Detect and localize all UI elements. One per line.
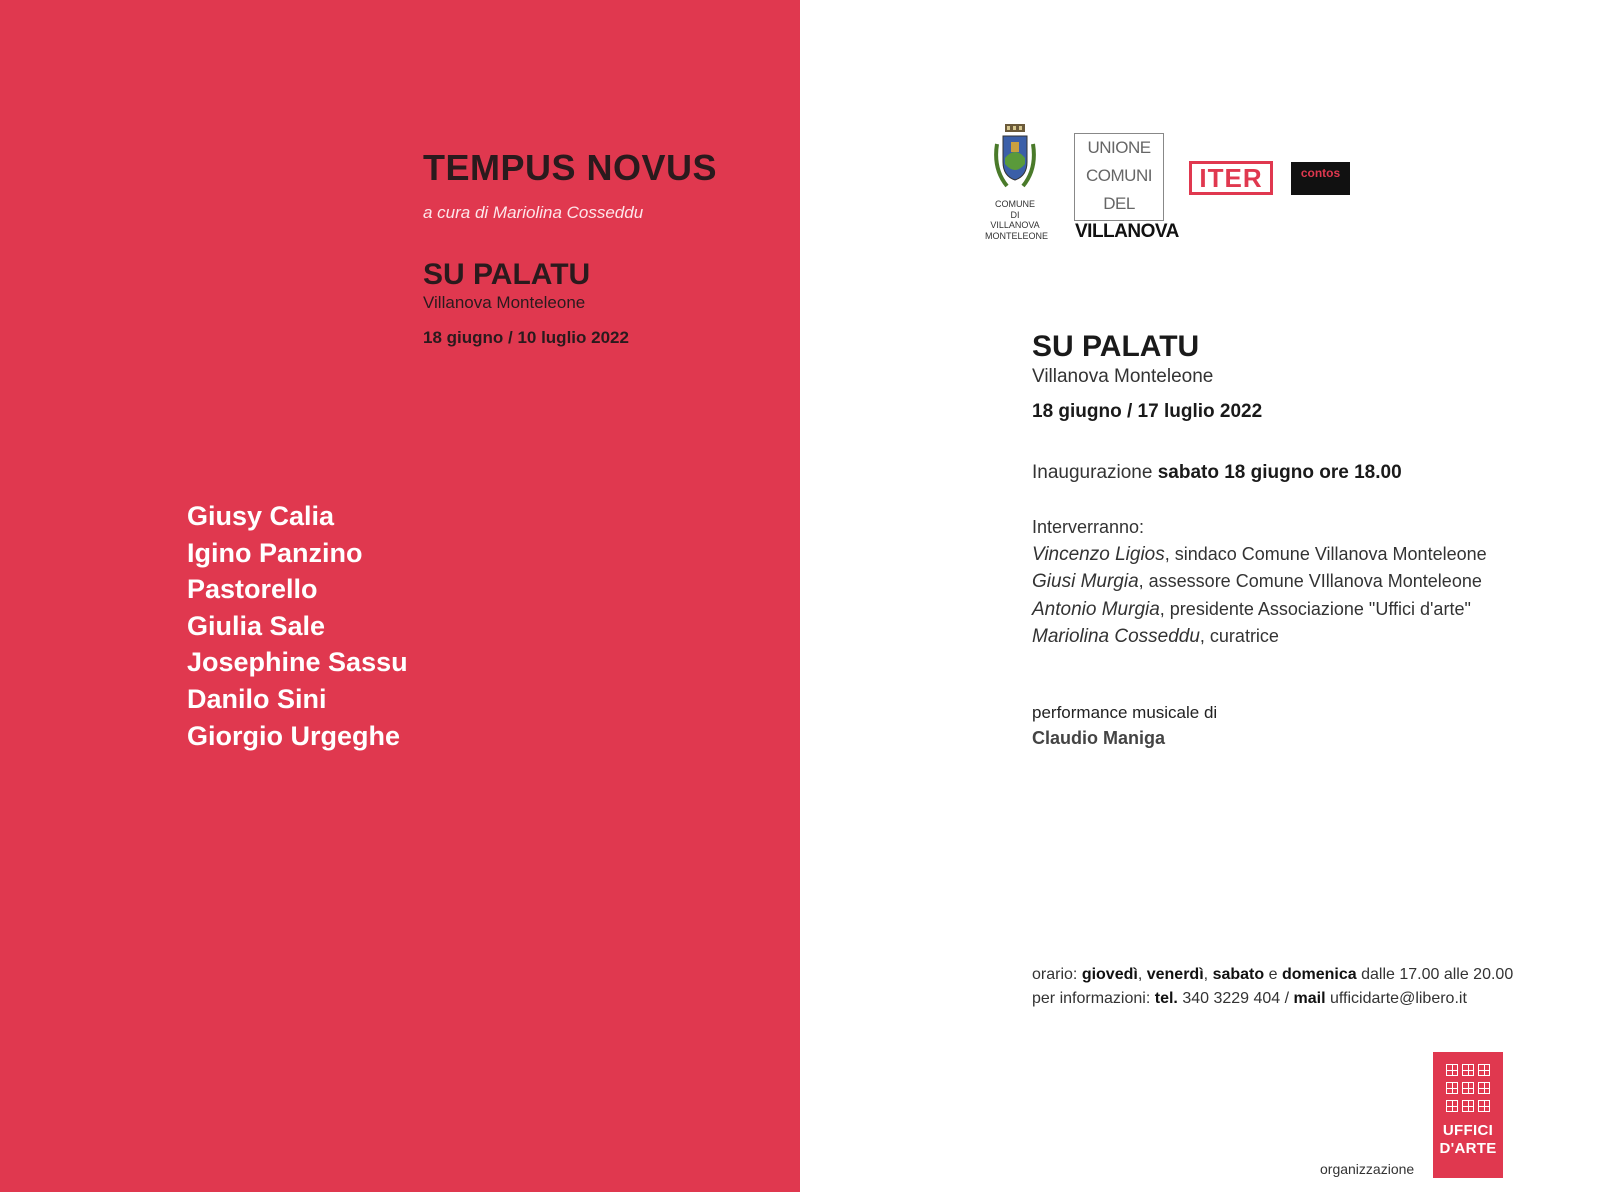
unione-line: UNIONE: [1087, 138, 1151, 157]
musician-name: Claudio Maniga: [1032, 728, 1166, 748]
speaker-name: Mariolina Cosseddu: [1032, 626, 1200, 647]
artist-name: Danilo Sini: [187, 683, 327, 714]
venue-place: Villanova Monteleone: [423, 293, 586, 312]
day: venerdì: [1146, 966, 1204, 983]
performance-label: performance musicale di: [1032, 703, 1218, 722]
artist-name: Josephine Sassu: [187, 647, 408, 678]
info-block: [1032, 963, 1513, 1011]
separator: ,: [1203, 966, 1209, 983]
contact-line: [1032, 987, 1513, 1011]
day: sabato: [1212, 966, 1265, 983]
contos-logo: contos: [1291, 162, 1350, 195]
comune-logo: [985, 124, 1049, 246]
phone-number: 340 3229 404 /: [1182, 990, 1290, 1007]
email-address: ufficidarte@libero.it: [1330, 990, 1467, 1007]
unione-logo: [1074, 133, 1179, 242]
inauguration-when: sabato 18 giugno ore 18.00: [1157, 462, 1402, 483]
organizer-label: organizzazione: [1320, 1161, 1415, 1177]
artist-name: Igino Panzino: [187, 537, 363, 568]
curator-credit: a cura di Mariolina Cosseddu: [423, 203, 644, 222]
building-icon: [1433, 1064, 1503, 1112]
uffici-darte-logo: [1433, 1052, 1503, 1178]
coat-of-arms-icon: [993, 124, 1037, 194]
speaker-role: , sindaco Comune Villanova Monteleone: [1164, 543, 1487, 564]
iter-logo: ITER: [1189, 161, 1273, 195]
unione-line: VILLANOVA: [1075, 221, 1179, 242]
day: giovedì: [1081, 966, 1138, 983]
speaker-name: Vincenzo Ligios: [1032, 543, 1165, 565]
hours-line: [1032, 963, 1513, 987]
speaker-name: Antonio Murgia: [1032, 598, 1160, 620]
unione-line: COMUNI DEL: [1086, 166, 1152, 213]
speaker-role: , curatrice: [1199, 626, 1279, 646]
exhibition-dates: 18 giugno / 17 luglio 2022: [1032, 401, 1263, 422]
sponsor-logos: [985, 124, 1365, 250]
artist-name: Giulia Sale: [187, 610, 326, 641]
speaker-row: [1032, 596, 1487, 624]
comune-line: COMUNE: [995, 199, 1035, 209]
inauguration-label: Inaugurazione: [1032, 462, 1153, 483]
day: domenica: [1281, 966, 1357, 983]
hours-time: dalle 17.00 alle 20.00: [1361, 966, 1514, 983]
contact-prefix: per informazioni:: [1032, 990, 1151, 1007]
uffici-logo-text: [1433, 1122, 1503, 1158]
venue-place: Villanova Monteleone: [1032, 366, 1214, 387]
venue-name: SU PALATU: [1032, 330, 1200, 363]
separator: ,: [1137, 966, 1143, 983]
speaker-role: , presidente Associazione "Uffici d'arte": [1159, 598, 1471, 619]
speaker-row: [1032, 623, 1487, 651]
speaker-role: , assessore Comune VIllanova Monteleone: [1138, 571, 1482, 591]
exhibition-dates: 18 giugno / 10 luglio 2022: [423, 328, 629, 347]
uffici-line: UFFICI: [1442, 1122, 1494, 1139]
artist-name: Giusy Calia: [187, 501, 335, 531]
conjunction: e: [1268, 966, 1278, 983]
exhibition-title: TEMPUS NOVUS: [423, 147, 718, 188]
speaker-row: [1032, 568, 1487, 596]
tel-label: tel.: [1154, 990, 1178, 1007]
inauguration-line: [1032, 462, 1402, 484]
comune-line: DI VILLANOVA: [990, 209, 1040, 230]
artist-name: Pastorello: [187, 574, 318, 605]
artist-name: Giorgio Urgeghe: [187, 720, 401, 751]
speaker-name: Giusi Murgia: [1032, 571, 1139, 592]
hours-prefix: orario:: [1032, 966, 1078, 983]
speakers-heading: Interverranno:: [1032, 517, 1145, 537]
speakers-block: [1032, 514, 1487, 651]
uffici-line: D'ARTE: [1439, 1140, 1497, 1157]
comune-line: MONTELEONE: [985, 230, 1049, 241]
speaker-row: [1032, 541, 1487, 569]
artist-list: [187, 498, 408, 754]
mail-label: mail: [1293, 990, 1326, 1007]
venue-name: SU PALATU: [423, 258, 591, 291]
